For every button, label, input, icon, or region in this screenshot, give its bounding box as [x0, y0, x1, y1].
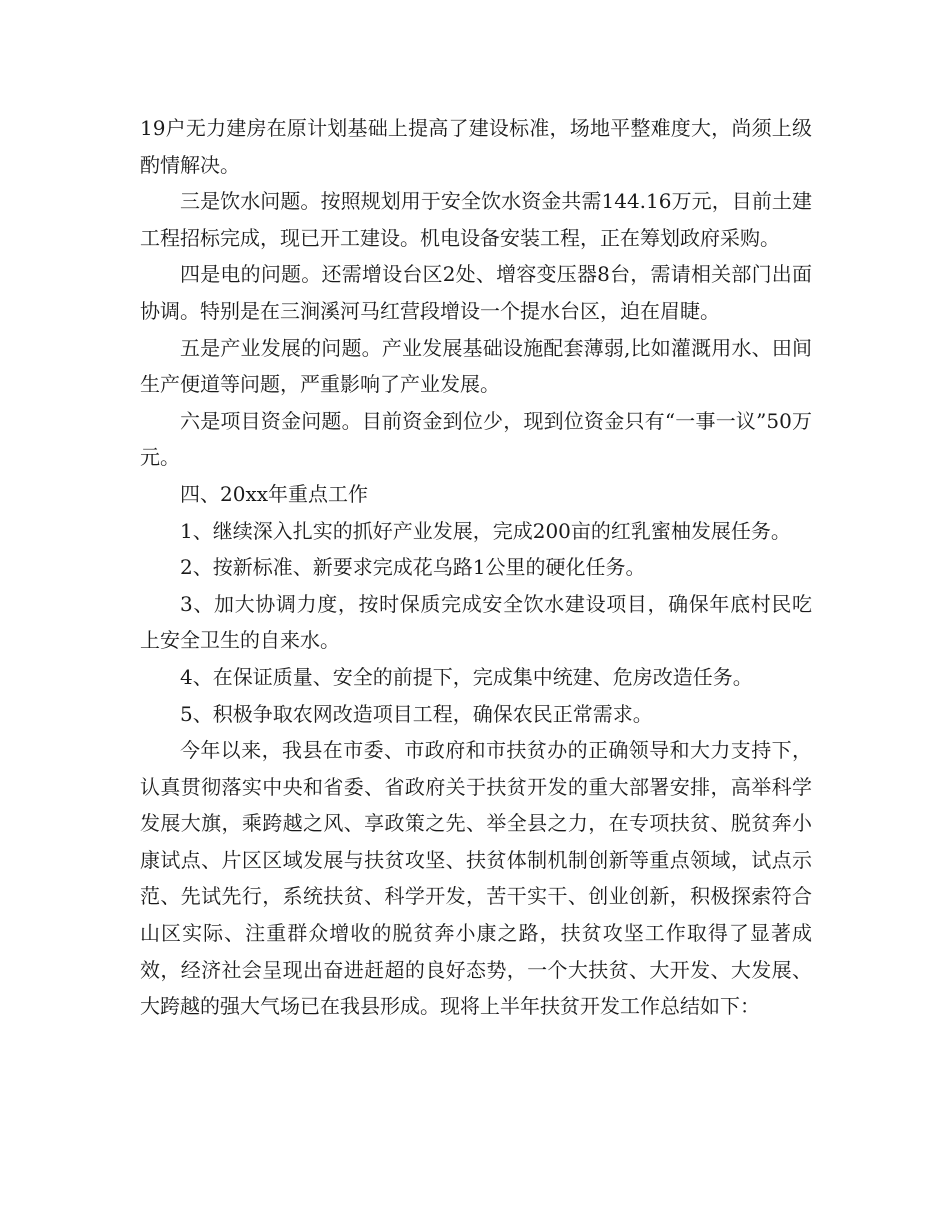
- paragraph: 今年以来，我县在市委、市政府和市扶贫办的正确领导和大力支持下，认真贯彻落实中央和省委、省政府关于扶贫开发的重大部署安排，高举科学发展大旗，乘跨越之风、享政策之先、举全县之力，在专项扶贫、脱贫奔小康试点、片区区域发展与扶贫攻坚、扶贫体制机制创新等重点领域，试点示范、先试先行，系统扶贫、科学开发，苦干实干、创业创新，积极探索符合山区实际、注重群众增收的脱贫奔小康之路，扶贫攻坚工作取得了显著成效，经济社会呈现出奋进赶超的良好态势，一个大扶贫、大开发、大发展、大跨越的强大气场已在我县形成。现将上半年扶贫开发工作总结如下：: [140, 738, 812, 1019]
- paragraph: 四、20xx年重点工作: [180, 481, 369, 506]
- paragraph: 1、继续深入扎实的抓好产业发展，完成200亩的红乳蜜柚发展任务。: [180, 518, 791, 543]
- paragraph: 2、按新标准、新要求完成花乌路1公里的硬化任务。: [180, 555, 646, 580]
- paragraph: 五是产业发展的问题。产业发展基础设施配套薄弱,比如灌溉用水、田间生产便道等问题，严重影响了产业发展。: [140, 335, 812, 397]
- paragraph: 19户无力建房在原计划基础上提高了建设标准，场地平整难度大，尚须上级酌情解决。: [140, 116, 812, 177]
- paragraph: 六是项目资金问题。目前资金到位少，现到位资金只有“一事一议”50万元。: [140, 408, 812, 470]
- document-body: [140, 110, 812, 1025]
- paragraph: 三是饮水问题。按照规划用于安全饮水资金共需144.16万元，目前土建工程招标完成，现已开工建设。机电设备安装工程，正在筹划政府采购。: [140, 189, 812, 250]
- paragraph: 四是电的问题。还需增设台区2处、增容变压器8台，需请相关部门出面协调。特别是在三涧溪河马红营段增设一个提水台区，迫在眉睫。: [140, 262, 812, 323]
- paragraph: 3、加大协调力度，按时保质完成安全饮水建设项目，确保年底村民吃上安全卫生的自来水。: [140, 591, 812, 653]
- paragraph: 5、积极争取农网改造项目工程，确保农民正常需求。: [180, 701, 653, 726]
- paragraph: 4、在保证质量、安全的前提下，完成集中统建、危房改造任务。: [180, 664, 753, 689]
